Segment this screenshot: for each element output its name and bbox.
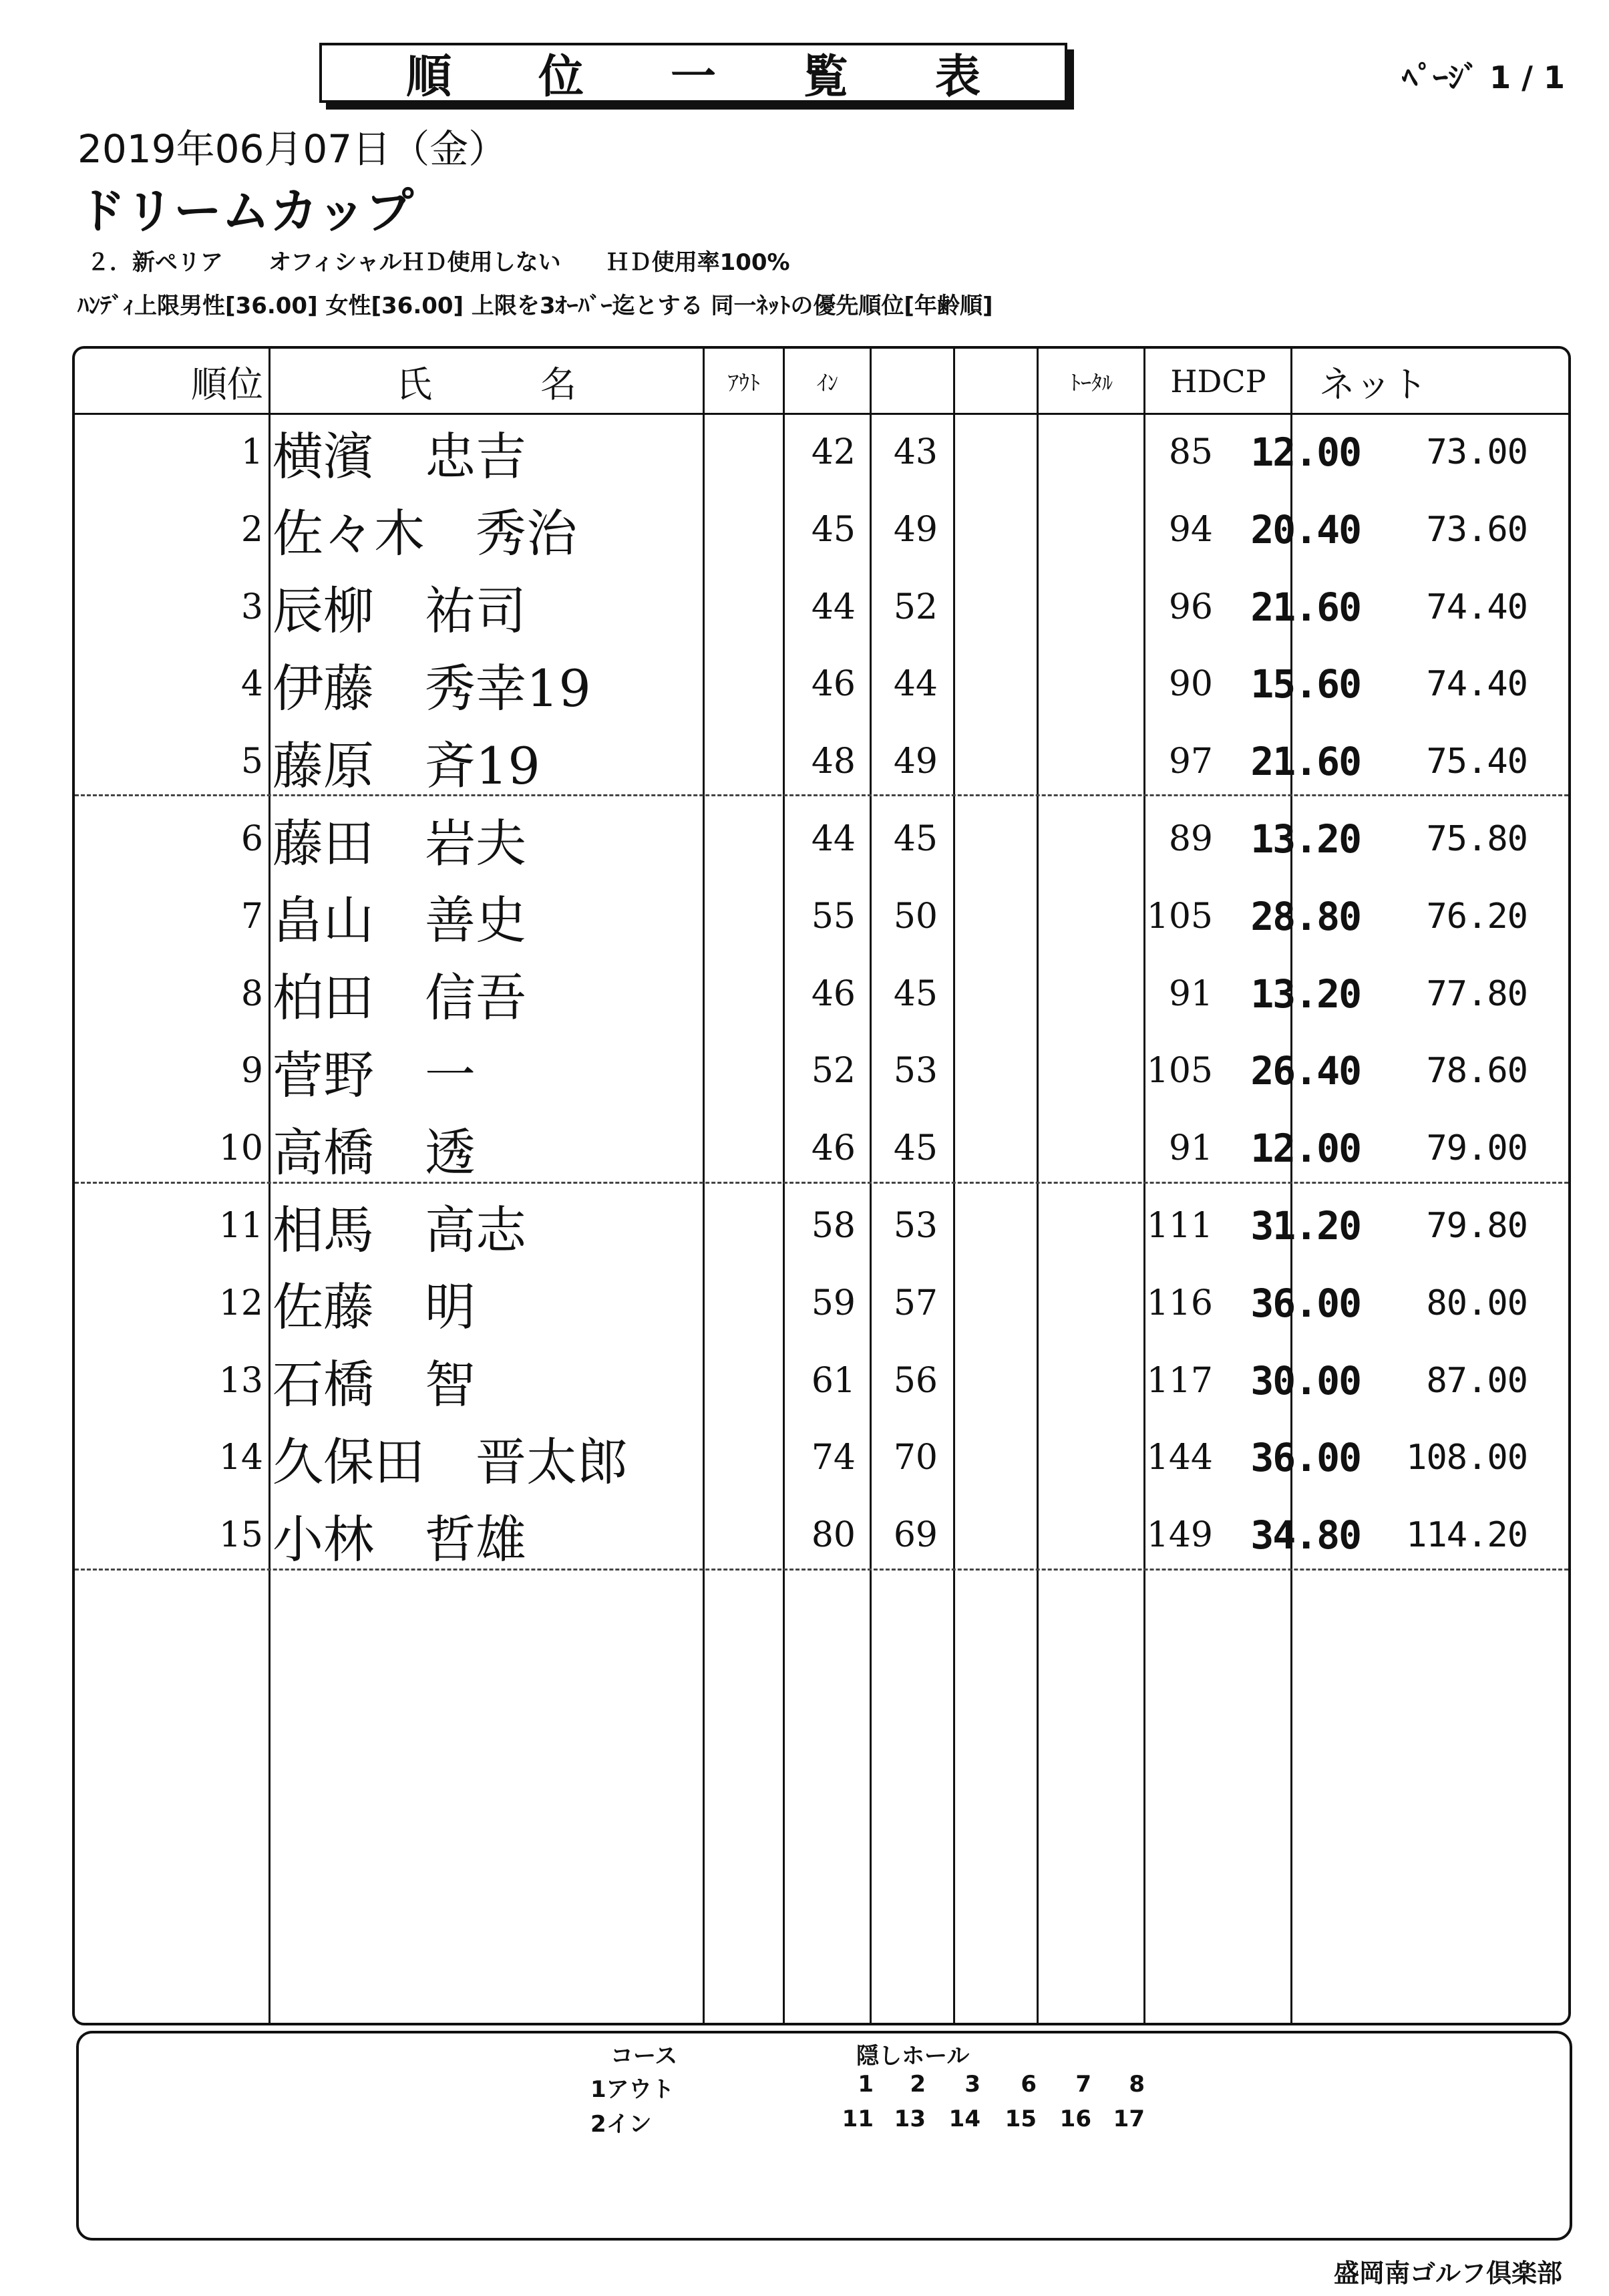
total-score-cell: 91: [1168, 1128, 1213, 1169]
hidden-hole-number: 13: [894, 2106, 926, 2132]
hdcp-cell: 21.60: [1250, 739, 1361, 785]
title-char: 順: [405, 50, 452, 104]
hdcp-cell: 30.00: [1250, 1357, 1361, 1404]
course-2-name: 2イン: [590, 2111, 652, 2138]
rank-cell: 8: [240, 973, 263, 1014]
total-score-cell: 117: [1146, 1360, 1213, 1401]
hidden-hole-number: 8: [1129, 2071, 1145, 2098]
table-row: [75, 1265, 1568, 1341]
hidden-hole-number: 15: [1005, 2106, 1037, 2132]
name-cell: 久保田 晋太郎: [273, 1432, 628, 1492]
total-score-cell: 149: [1146, 1515, 1213, 1556]
net-score-cell: 73.00: [1426, 432, 1528, 472]
name-cell: 佐々木 秀治: [273, 504, 577, 564]
header-out: ｱｳﾄ: [727, 370, 760, 395]
in-score-cell: 69: [893, 1515, 938, 1556]
out-score-cell: 42: [811, 432, 856, 472]
hidden-hole-number: 17: [1113, 2106, 1145, 2132]
title-char: 覧: [803, 50, 849, 104]
table-row: [75, 1497, 1568, 1573]
in-score-cell: 49: [893, 742, 938, 782]
total-score-cell: 97: [1168, 742, 1213, 782]
out-score-cell: 44: [811, 819, 856, 859]
hidden-hole-number: 2: [910, 2071, 926, 2098]
name-cell: 藤田 岩夫: [273, 813, 526, 873]
rank-cell: 1: [240, 432, 263, 472]
hdcp-cell: 34.80: [1250, 1512, 1361, 1559]
header-hdcp: HDCP: [1170, 363, 1266, 399]
name-cell: 横濱 忠吉: [273, 426, 526, 486]
name-cell: 高橋 透: [273, 1122, 476, 1182]
in-score-cell: 43: [893, 432, 938, 472]
name-cell: 辰柳 祐司: [273, 581, 526, 641]
title-char: 位: [538, 50, 584, 104]
out-score-cell: 46: [811, 664, 856, 705]
rank-cell: 2: [240, 509, 263, 550]
total-score-cell: 105: [1146, 1051, 1213, 1092]
header-total: ﾄｰﾀﾙ: [1069, 370, 1113, 395]
out-score-cell: 46: [811, 1128, 856, 1169]
hidden-holes-box: [76, 2031, 1572, 2241]
table-row: [75, 492, 1568, 568]
out-score-cell: 45: [811, 509, 856, 550]
header-net: ネット: [1319, 363, 1427, 405]
name-cell: 佐藤 明: [273, 1277, 476, 1337]
hidden-hole-number: 1: [858, 2071, 874, 2098]
group-divider: [75, 1182, 1568, 1184]
out-score-cell: 48: [811, 742, 856, 782]
out-score-cell: 44: [811, 587, 856, 627]
net-score-cell: 76.20: [1426, 896, 1528, 937]
hidden-hole-number: 3: [964, 2071, 980, 2098]
hdcp-cell: 36.00: [1250, 1280, 1361, 1326]
in-score-cell: 44: [893, 664, 938, 705]
title-char: 表: [935, 50, 981, 104]
table-row: [75, 569, 1568, 645]
total-score-cell: 89: [1168, 819, 1213, 859]
net-score-cell: 74.40: [1426, 587, 1528, 627]
in-score-cell: 70: [893, 1438, 938, 1478]
net-score-cell: 79.00: [1426, 1128, 1528, 1169]
net-score-cell: 78.60: [1426, 1051, 1528, 1092]
net-score-cell: 80.00: [1426, 1283, 1528, 1323]
name-cell: 石橋 智: [273, 1355, 476, 1415]
page-number: ﾍﾟｰｼﾞ 1 / 1: [1402, 59, 1565, 96]
header-name: 氏 名: [396, 363, 576, 405]
out-score-cell: 59: [811, 1283, 856, 1323]
in-score-cell: 50: [893, 896, 938, 937]
table-row: [75, 646, 1568, 722]
rank-cell: 7: [240, 896, 263, 937]
title-char: 一: [670, 50, 716, 104]
in-score-cell: 52: [893, 587, 938, 627]
in-score-cell: 53: [893, 1051, 938, 1092]
hdcp-cell: 31.20: [1250, 1203, 1361, 1249]
header-in: ｲﾝ: [816, 370, 838, 395]
group-divider: [75, 1569, 1568, 1571]
hdcp-cell: 12.00: [1250, 430, 1361, 475]
name-cell: 畠山 善史: [273, 890, 526, 951]
hidden-hole-number: 16: [1059, 2106, 1091, 2132]
rank-cell: 12: [218, 1283, 263, 1323]
net-score-cell: 73.60: [1426, 509, 1528, 550]
handicap-method: ２．新ペリア オフィシャルＨＤ使用しない ＨＤ使用率100%: [87, 249, 790, 276]
net-score-cell: 74.40: [1426, 664, 1528, 705]
out-score-cell: 58: [811, 1206, 856, 1246]
total-score-cell: 105: [1146, 896, 1213, 937]
hidden-hole-number: 6: [1021, 2071, 1037, 2098]
rank-cell: 11: [218, 1206, 263, 1246]
rank-cell: 9: [240, 1051, 263, 1092]
table-row: [75, 801, 1568, 877]
rank-cell: 15: [218, 1515, 263, 1556]
out-score-cell: 52: [811, 1051, 856, 1092]
group-divider: [75, 794, 1568, 796]
out-score-cell: 80: [811, 1515, 856, 1556]
rank-cell: 13: [218, 1360, 263, 1401]
results-table: [72, 346, 1571, 2025]
rank-cell: 3: [240, 587, 263, 627]
hidden-hole-number: 7: [1075, 2071, 1091, 2098]
hdcp-cell: 28.80: [1250, 893, 1361, 939]
name-cell: 菅野 一: [273, 1045, 476, 1105]
hidden-hole-number: 14: [948, 2106, 980, 2132]
net-score-cell: 75.80: [1426, 819, 1528, 859]
rank-cell: 6: [240, 819, 263, 859]
total-score-cell: 91: [1168, 973, 1213, 1014]
net-score-cell: 75.40: [1426, 742, 1528, 782]
hdcp-cell: 36.00: [1250, 1435, 1361, 1481]
hdcp-cell: 21.60: [1250, 584, 1361, 630]
rank-cell: 14: [218, 1438, 263, 1478]
hidden-holes-label: 隠しホール: [856, 2043, 970, 2070]
handicap-limits: ﾊﾝﾃﾞｨ上限男性[36.00] 女性[36.00] 上限を3ｵｰﾊﾞｰ迄とする 同一ﾈｯﾄの優先順位[年齢順]: [77, 293, 993, 319]
hdcp-cell: 13.20: [1250, 816, 1361, 862]
table-row: [75, 414, 1568, 490]
out-score-cell: 46: [811, 973, 856, 1014]
in-score-cell: 49: [893, 509, 938, 550]
total-score-cell: 116: [1146, 1283, 1213, 1323]
net-score-cell: 77.80: [1426, 973, 1528, 1014]
table-row: [75, 1343, 1568, 1419]
club-name: 盛岡南ゴルフ倶楽部: [1333, 2259, 1562, 2288]
hidden-hole-number: 11: [842, 2106, 874, 2132]
out-score-cell: 61: [811, 1360, 856, 1401]
in-score-cell: 45: [893, 973, 938, 1014]
rank-cell: 5: [240, 742, 263, 782]
event-name: ドリームカップ: [77, 183, 414, 239]
out-score-cell: 55: [811, 896, 856, 937]
course-1-name: 1アウト: [590, 2076, 675, 2103]
total-score-cell: 94: [1168, 509, 1213, 550]
name-cell: 伊藤 秀幸19: [273, 658, 591, 718]
total-score-cell: 144: [1146, 1438, 1213, 1478]
total-score-cell: 96: [1168, 587, 1213, 627]
table-row: [75, 956, 1568, 1032]
hdcp-cell: 13.20: [1250, 971, 1361, 1017]
table-row: [75, 1188, 1568, 1264]
table-row: [75, 1033, 1568, 1109]
net-score-cell: 114.20: [1406, 1515, 1528, 1556]
report-title: [319, 43, 1067, 103]
table-row: [75, 878, 1568, 955]
in-score-cell: 45: [893, 819, 938, 859]
hdcp-cell: 26.40: [1250, 1048, 1361, 1094]
event-date: 2019年06月07日（金）: [77, 126, 508, 172]
name-cell: 藤原 斉19: [273, 735, 540, 796]
net-score-cell: 87.00: [1426, 1360, 1528, 1401]
total-score-cell: 111: [1146, 1206, 1213, 1246]
name-cell: 小林 哲雄: [273, 1509, 526, 1569]
in-score-cell: 45: [893, 1128, 938, 1169]
in-score-cell: 56: [893, 1360, 938, 1401]
table-row: [75, 1110, 1568, 1186]
net-score-cell: 79.80: [1426, 1206, 1528, 1246]
total-score-cell: 90: [1168, 664, 1213, 705]
header-rank: 順位: [191, 363, 263, 405]
rank-cell: 4: [240, 664, 263, 705]
hdcp-cell: 20.40: [1250, 506, 1361, 552]
total-score-cell: 85: [1168, 432, 1213, 472]
name-cell: 柏田 信吾: [273, 968, 526, 1028]
course-label: コース: [610, 2043, 678, 2070]
table-row: [75, 1420, 1568, 1496]
hdcp-cell: 15.60: [1250, 661, 1361, 707]
out-score-cell: 74: [811, 1438, 856, 1478]
table-row: [75, 723, 1568, 800]
in-score-cell: 57: [893, 1283, 938, 1323]
in-score-cell: 53: [893, 1206, 938, 1246]
hdcp-cell: 12.00: [1250, 1126, 1361, 1172]
net-score-cell: 108.00: [1406, 1438, 1528, 1478]
name-cell: 相馬 高志: [273, 1200, 526, 1260]
rank-cell: 10: [218, 1128, 263, 1169]
